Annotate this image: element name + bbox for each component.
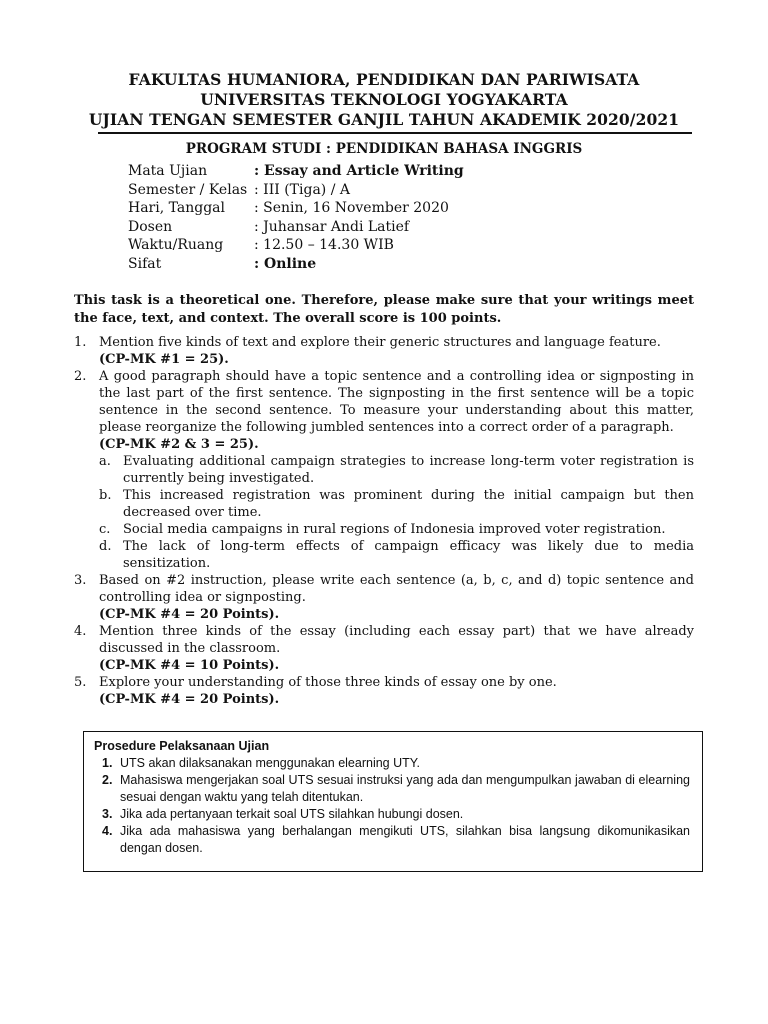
question-text: Explore your understanding of those three kinds of essay one by one. <box>99 675 557 690</box>
task-instructions: This task is a theoretical one. Therefore, please make sure that your writings meet the face, text, and context. The overall score is 100 points. <box>74 293 694 326</box>
info-row <box>128 162 464 181</box>
procedure-text: Jika ada mahasiswa yang berhalangan mengikuti UTS, silahkan bisa langsung dikomunikasikan dengan dosen. <box>120 824 690 855</box>
sentence-text: Evaluating additional campaign strategies to increase long-term voter registration is currently being investigated. <box>123 454 694 486</box>
info-value: : III (Tiga) / A <box>254 181 350 198</box>
info-label: Waktu/Ruang <box>128 237 224 254</box>
question-item <box>74 334 694 368</box>
jumbled-sentence <box>99 453 694 487</box>
procedure-box <box>83 731 703 872</box>
info-label: Hari, Tanggal <box>128 200 225 217</box>
sentence-letter: d. <box>99 539 112 554</box>
question-text: Based on #2 instruction, please write each sentence (a, b, c, and d) topic sentence and controlling idea or signposting. <box>99 573 694 605</box>
sentence-letter: c. <box>99 522 111 537</box>
question-score: (CP-MK #4 = 20 Points). <box>99 607 280 622</box>
sentence-letter: a. <box>99 454 111 469</box>
info-label: Semester / Kelas <box>128 181 248 198</box>
info-label: Mata Ujian <box>128 163 208 179</box>
faculty-title: FAKULTAS HUMANIORA, PENDIDIKAN DAN PARIWISATA <box>128 70 640 89</box>
exam-title: UJIAN TENGAN SEMESTER GANJIL TAHUN AKADEMIK 2020/2021 <box>88 110 680 129</box>
university-title: UNIVERSITAS TEKNOLOGI YOGYAKARTA <box>200 90 568 109</box>
info-row <box>128 255 464 274</box>
info-label: Dosen <box>128 218 173 235</box>
question-item <box>74 674 694 708</box>
procedure-text: Mahasiswa mengerjakan soal UTS sesuai instruksi yang ada dan mengumpulkan jawaban di elearning sesuai dengan waktu yang telah ditentukan. <box>120 773 690 804</box>
question-text: A good paragraph should have a topic sentence and a controlling idea or signposting in the last part of the first sentence. The signposting in the first sentence will be a topic sentence in the second sentence. To measure your understanding about this matter, please reorganize the following jumbled sentences into a correct order of a paragraph. <box>99 369 694 435</box>
sentence-text: This increased registration was prominent during the initial campaign but then decreased over time. <box>123 488 694 520</box>
info-value: : 12.50 – 14.30 WIB <box>254 237 394 254</box>
question-item <box>74 623 694 674</box>
sentence-text: The lack of long-term effects of campaign efficacy was likely due to media sensitization. <box>123 539 694 571</box>
procedure-text: UTS akan dilaksanakan menggunakan elearning UTY. <box>120 756 420 770</box>
procedure-number: 2. <box>102 773 113 787</box>
info-label: Sifat <box>128 255 162 272</box>
procedure-item <box>94 823 690 857</box>
procedure-number: 1. <box>102 756 113 770</box>
question-score: (CP-MK #4 = 20 Points). <box>99 692 280 707</box>
procedure-item <box>94 755 690 772</box>
procedure-item <box>94 806 690 823</box>
info-row <box>128 181 464 200</box>
question-number: 4. <box>74 624 87 639</box>
info-value: : Essay and Article Writing <box>254 163 464 179</box>
info-row <box>128 218 464 237</box>
info-value: : Senin, 16 November 2020 <box>254 200 449 217</box>
exam-info <box>128 162 464 274</box>
question-number: 1. <box>74 335 87 350</box>
procedure-number: 4. <box>102 824 113 838</box>
info-row <box>128 199 464 218</box>
jumbled-sentence <box>99 538 694 572</box>
question-number: 2. <box>74 369 87 384</box>
program-title: PROGRAM STUDI : PENDIDIKAN BAHASA INGGRIS <box>185 141 583 157</box>
header-rule <box>98 132 692 134</box>
question-number: 3. <box>74 573 87 588</box>
document-header <box>0 70 768 130</box>
sentence-letter: b. <box>99 488 112 503</box>
question-text: Mention five kinds of text and explore their generic structures and language feature. <box>99 335 661 350</box>
sentence-text: Social media campaigns in rural regions of Indonesia improved voter registration. <box>123 522 666 537</box>
question-item <box>74 368 694 572</box>
procedure-item <box>94 772 690 806</box>
procedure-title: Prosedure Pelaksanaan Ujian <box>94 739 270 753</box>
info-value: : Online <box>254 255 317 272</box>
question-number: 5. <box>74 675 87 690</box>
info-value: : Juhansar Andi Latief <box>254 218 410 235</box>
question-score: (CP-MK #4 = 10 Points). <box>99 658 280 673</box>
info-row <box>128 236 464 255</box>
question-text: Mention three kinds of the essay (including each essay part) that we have already discussed in the classroom. <box>99 624 694 656</box>
question-score: (CP-MK #1 = 25). <box>99 352 229 367</box>
question-score: (CP-MK #2 & 3 = 25). <box>99 437 259 452</box>
question-item <box>74 572 694 623</box>
jumbled-sentence <box>99 487 694 521</box>
procedure-text: Jika ada pertanyaan terkait soal UTS silahkan hubungi dosen. <box>120 807 464 821</box>
procedure-number: 3. <box>102 807 113 821</box>
question-list <box>74 334 694 708</box>
jumbled-sentence <box>99 521 694 538</box>
